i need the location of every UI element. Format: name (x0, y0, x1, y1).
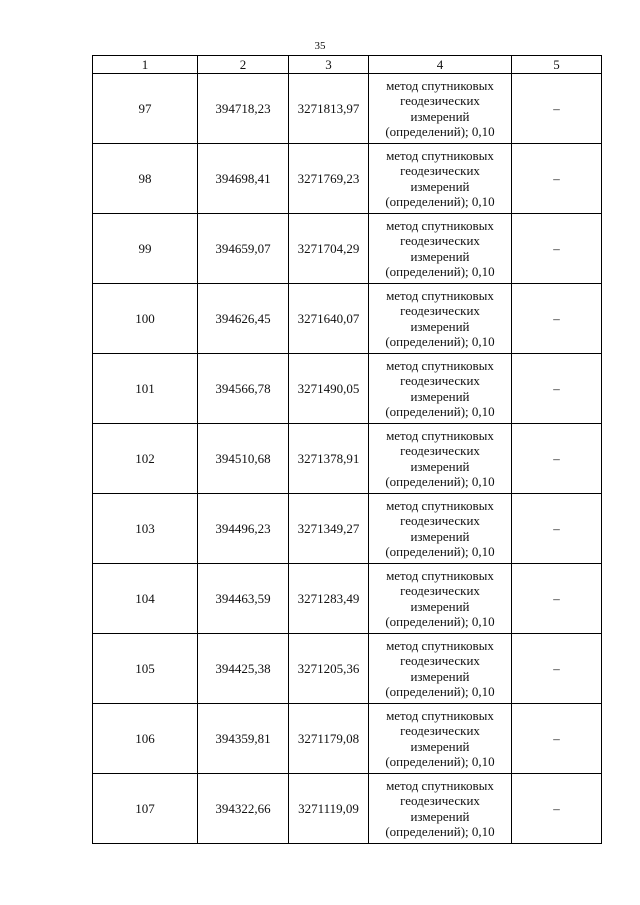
y-coordinate-cell: 3271640,07 (289, 284, 369, 354)
note-cell: – (512, 704, 602, 774)
y-coordinate-cell: 3271119,09 (289, 774, 369, 844)
method-cell: метод спутниковых геодезических измерений (определений); 0,10 (369, 494, 512, 564)
note-cell: – (512, 144, 602, 214)
table-row (93, 214, 602, 284)
note-cell: – (512, 774, 602, 844)
point-number-cell: 107 (93, 774, 198, 844)
y-coordinate-cell: 3271349,27 (289, 494, 369, 564)
x-coordinate-cell: 394659,07 (198, 214, 289, 284)
table-row (93, 144, 602, 214)
x-coordinate-cell: 394698,41 (198, 144, 289, 214)
column-header-5: 5 (512, 56, 602, 74)
table-header-row (93, 56, 602, 74)
method-cell: метод спутниковых геодезических измерений (определений); 0,10 (369, 704, 512, 774)
x-coordinate-cell: 394322,66 (198, 774, 289, 844)
coordinates-table (92, 55, 602, 844)
x-coordinate-cell: 394359,81 (198, 704, 289, 774)
column-header-1: 1 (93, 56, 198, 74)
column-header-2: 2 (198, 56, 289, 74)
page-number: 35 (314, 40, 326, 52)
note-cell: – (512, 284, 602, 354)
method-cell: метод спутниковых геодезических измерений (определений); 0,10 (369, 424, 512, 494)
point-number-cell: 97 (93, 74, 198, 144)
method-cell: метод спутниковых геодезических измерений (определений); 0,10 (369, 564, 512, 634)
table-row (93, 634, 602, 704)
y-coordinate-cell: 3271283,49 (289, 564, 369, 634)
point-number-cell: 102 (93, 424, 198, 494)
x-coordinate-cell: 394718,23 (198, 74, 289, 144)
x-coordinate-cell: 394626,45 (198, 284, 289, 354)
point-number-cell: 99 (93, 214, 198, 284)
x-coordinate-cell: 394510,68 (198, 424, 289, 494)
table-row (93, 424, 602, 494)
method-cell: метод спутниковых геодезических измерений (определений); 0,10 (369, 284, 512, 354)
y-coordinate-cell: 3271704,29 (289, 214, 369, 284)
note-cell: – (512, 564, 602, 634)
point-number-cell: 103 (93, 494, 198, 564)
table-row (93, 774, 602, 844)
note-cell: – (512, 634, 602, 704)
note-cell: – (512, 424, 602, 494)
note-cell: – (512, 494, 602, 564)
x-coordinate-cell: 394425,38 (198, 634, 289, 704)
table-row (93, 564, 602, 634)
x-coordinate-cell: 394496,23 (198, 494, 289, 564)
note-cell: – (512, 214, 602, 284)
point-number-cell: 100 (93, 284, 198, 354)
x-coordinate-cell: 394463,59 (198, 564, 289, 634)
table-row (93, 704, 602, 774)
method-cell: метод спутниковых геодезических измерений (определений); 0,10 (369, 774, 512, 844)
point-number-cell: 105 (93, 634, 198, 704)
method-cell: метод спутниковых геодезических измерений (определений); 0,10 (369, 214, 512, 284)
table-row (93, 74, 602, 144)
point-number-cell: 98 (93, 144, 198, 214)
table-row (93, 354, 602, 424)
table-row (93, 494, 602, 564)
note-cell: – (512, 74, 602, 144)
method-cell: метод спутниковых геодезических измерений (определений); 0,10 (369, 634, 512, 704)
y-coordinate-cell: 3271769,23 (289, 144, 369, 214)
y-coordinate-cell: 3271378,91 (289, 424, 369, 494)
table-row (93, 284, 602, 354)
point-number-cell: 104 (93, 564, 198, 634)
table-body (93, 74, 602, 844)
note-cell: – (512, 354, 602, 424)
y-coordinate-cell: 3271179,08 (289, 704, 369, 774)
y-coordinate-cell: 3271205,36 (289, 634, 369, 704)
column-header-3: 3 (289, 56, 369, 74)
method-cell: метод спутниковых геодезических измерений (определений); 0,10 (369, 74, 512, 144)
method-cell: метод спутниковых геодезических измерений (определений); 0,10 (369, 144, 512, 214)
method-cell: метод спутниковых геодезических измерений (определений); 0,10 (369, 354, 512, 424)
y-coordinate-cell: 3271490,05 (289, 354, 369, 424)
column-header-4: 4 (369, 56, 512, 74)
point-number-cell: 101 (93, 354, 198, 424)
x-coordinate-cell: 394566,78 (198, 354, 289, 424)
point-number-cell: 106 (93, 704, 198, 774)
y-coordinate-cell: 3271813,97 (289, 74, 369, 144)
